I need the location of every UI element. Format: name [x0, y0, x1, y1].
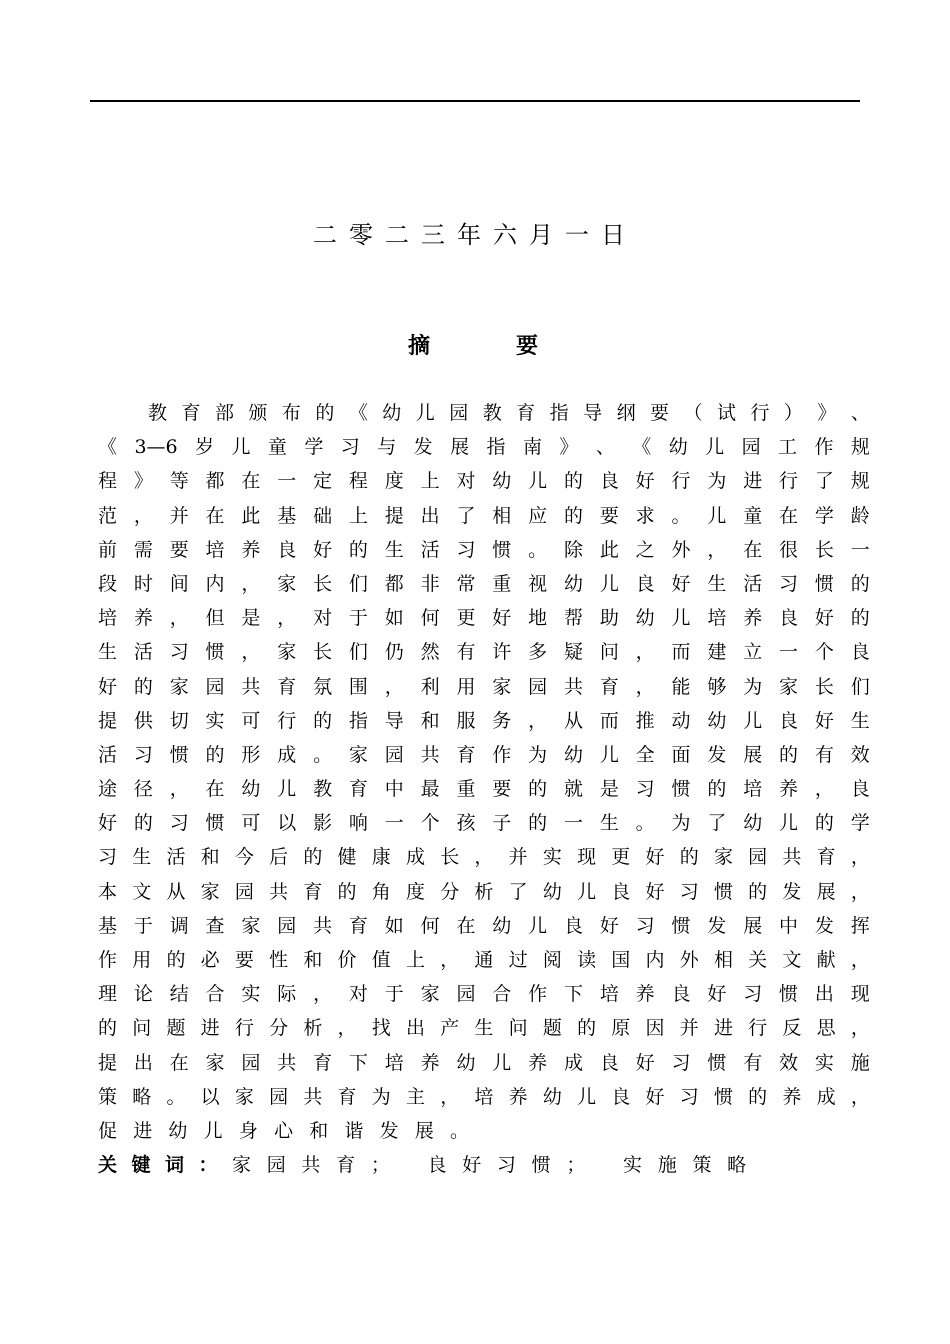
abstract-paragraph	[98, 396, 870, 1148]
keyword-item: 实施策略	[623, 1154, 762, 1177]
abstract-line: 促 进 幼 儿 身 心 和 谐 发 展 。	[98, 1119, 470, 1142]
abstract-line: 程 》 等 都 在 一 定 程 度 上 对 幼 儿 的 良 好 行 为 进 行 了 规	[98, 470, 870, 493]
abstract-line: 活 习 惯 的 形 成 。 家 园 共 育 作 为 幼 儿 全 面 发 展 的 有 效	[98, 743, 870, 766]
date-line: 二零二三年六月一日	[313, 221, 637, 249]
abstract-title-char-2: 要	[515, 334, 538, 359]
abstract-title-char-1: 摘	[408, 334, 431, 359]
abstract-line: 的 问 题 进 行 分 析 ， 找 出 产 生 问 题 的 原 因 并 进 行 反 思 ，	[98, 1017, 870, 1040]
keyword-item: 良好习惯；	[427, 1154, 602, 1177]
abstract-line: 作 用 的 必 要 性 和 价 值 上 ， 通 过 阅 读 国 内 外 相 关 文 献 ，	[98, 949, 870, 971]
abstract-line: 教 育 部 颁 布 的 《 幼 儿 园 教 育 指 导 纲 要 （ 试 行 ） 》 、	[148, 402, 870, 424]
abstract-line: 《 3—6 岁 儿 童 学 习 与 发 展 指 南 》 、 《 幼 儿 园 工 作 规	[98, 436, 870, 459]
abstract-line: 习 生 活 和 今 后 的 健 康 成 长 ， 并 实 现 更 好 的 家 园 共 育 ，	[98, 846, 870, 869]
keyword-item: 家园共育；	[232, 1154, 406, 1177]
abstract-line: 生 活 习 惯 ， 家 长 们 仍 然 有 许 多 疑 问 ， 而 建 立 一 个 良	[98, 641, 870, 664]
abstract-line: 提 出 在 家 园 共 育 下 培 养 幼 儿 养 成 良 好 习 惯 有 效 实 施	[98, 1051, 870, 1074]
abstract-line: 基 于 调 查 家 园 共 育 如 何 在 幼 儿 良 好 习 惯 发 展 中 发 挥	[98, 914, 870, 937]
abstract-line: 本 文 从 家 园 共 育 的 角 度 分 析 了 幼 儿 良 好 习 惯 的 发 展 ，	[98, 880, 870, 903]
keywords-line	[98, 1148, 870, 1182]
abstract-line: 提 供 切 实 可 行 的 指 导 和 服 务 ， 从 而 推 动 幼 儿 良 好 生	[98, 709, 870, 732]
abstract-line: 理 论 结 合 实 际 ， 对 于 家 园 合 作 下 培 养 良 好 习 惯 出 现	[98, 983, 870, 1006]
abstract-line: 前 需 要 培 养 良 好 的 生 活 习 惯 。 除 此 之 外 ， 在 很 长 一	[98, 538, 870, 561]
abstract-line: 范 ， 并 在 此 基 础 上 提 出 了 相 应 的 要 求 。 儿 童 在 学 龄	[98, 504, 870, 527]
abstract-body	[98, 396, 870, 1182]
abstract-line: 途 径 ， 在 幼 儿 教 育 中 最 重 要 的 就 是 习 惯 的 培 养 ， 良	[98, 778, 870, 801]
abstract-line: 好 的 家 园 共 育 氛 围 ， 利 用 家 园 共 育 ， 能 够 为 家 长 们	[98, 675, 870, 698]
keywords-label: 关键词：	[98, 1154, 233, 1177]
abstract-line: 培 养 ， 但 是 ， 对 于 如 何 更 好 地 帮 助 幼 儿 培 养 良 好 的	[98, 607, 870, 630]
header-rule	[90, 100, 860, 102]
abstract-line: 段 时 间 内 ， 家 长 们 都 非 常 重 视 幼 儿 良 好 生 活 习 惯 的	[98, 572, 870, 595]
abstract-line: 策 略 。 以 家 园 共 育 为 主 ， 培 养 幼 儿 良 好 习 惯 的 养 成 ，	[98, 1085, 870, 1108]
abstract-title	[408, 330, 538, 364]
abstract-line: 好 的 习 惯 可 以 影 响 一 个 孩 子 的 一 生 。 为 了 幼 儿 的 学	[98, 812, 870, 835]
